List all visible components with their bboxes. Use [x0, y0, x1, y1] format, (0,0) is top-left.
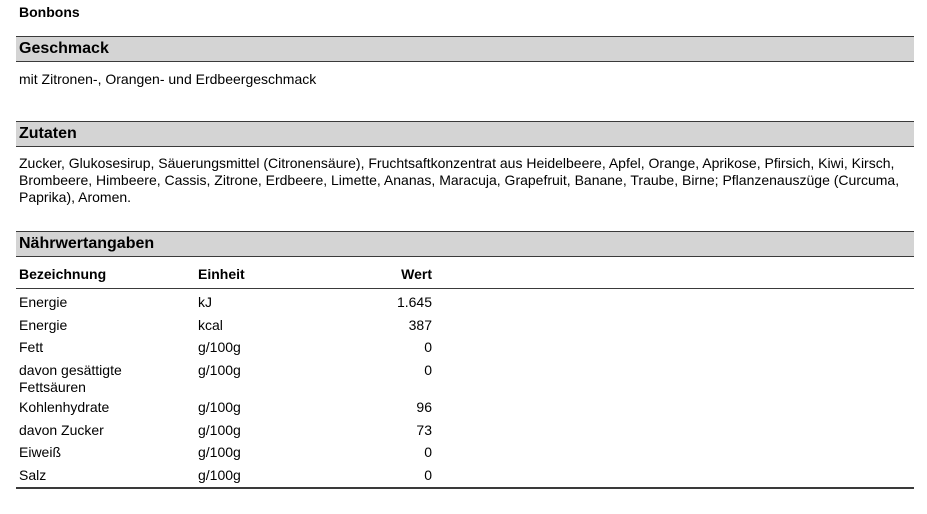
row-value: 96	[416, 399, 432, 415]
table-row	[16, 417, 914, 439]
table-row	[16, 357, 914, 394]
column-header-unit: Einheit	[198, 266, 245, 282]
row-name: Kohlenhydrate	[19, 399, 110, 415]
row-value: 73	[416, 422, 432, 438]
row-unit: g/100g	[198, 362, 241, 378]
section-heading-nutrition: Nährwertangaben	[19, 235, 155, 252]
table-row	[16, 394, 914, 417]
section-heading-taste: Geschmack	[19, 40, 109, 57]
row-unit: g/100g	[198, 399, 241, 415]
nutrition-table-header	[16, 262, 914, 289]
table-row	[16, 312, 914, 334]
table-row	[16, 439, 914, 462]
section-heading-ingredients: Zutaten	[19, 125, 77, 142]
row-value: 0	[424, 339, 432, 355]
column-header-name: Bezeichnung	[19, 266, 107, 282]
table-row	[16, 289, 914, 312]
table-row	[16, 334, 914, 357]
row-value: 1.645	[396, 294, 432, 310]
row-unit: g/100g	[198, 444, 241, 460]
taste-text: mit Zitronen-, Orangen- und Erdbeergeschmack	[19, 71, 317, 87]
section-header-taste	[16, 36, 914, 62]
row-unit: g/100g	[198, 422, 241, 438]
row-name: davon gesättigte Fettsäuren	[19, 362, 122, 395]
column-header-value: Wert	[401, 266, 432, 282]
row-value: 0	[424, 444, 432, 460]
section-header-nutrition	[16, 231, 914, 257]
row-value: 387	[408, 317, 432, 333]
row-name: Eiweiß	[19, 444, 62, 460]
row-value: 0	[424, 467, 432, 483]
nutrition-table	[16, 262, 914, 485]
row-name: Energie	[19, 294, 68, 310]
row-name: Energie	[19, 317, 68, 333]
product-title: Bonbons	[19, 4, 80, 20]
row-unit: g/100g	[198, 339, 241, 355]
ingredients-text: Zucker, Glukosesirup, Säuerungsmittel (Citronensäure), Fruchtsaftkonzentrat aus Heidelbeere, Apfel, Orange, Aprikose, Pfirsich, Kiwi, Kirsch, Brombeere, Himbeere, Cassis, Zitrone, Erdbeere, Limette, Ananas, Maracuja, Grapefruit, Banane, Traube, Birne; Pflanzenauszüge (Curcuma, Paprika), Aromen.	[19, 155, 900, 205]
row-name: Salz	[19, 467, 47, 483]
row-name: Fett	[19, 339, 44, 355]
section-header-ingredients	[16, 121, 914, 147]
table-row	[16, 462, 914, 485]
row-unit: kcal	[198, 317, 223, 333]
row-unit: g/100g	[198, 467, 241, 483]
row-value: 0	[424, 362, 432, 378]
table-bottom-rule	[16, 487, 914, 489]
row-name: davon Zucker	[19, 422, 104, 438]
row-unit: kJ	[198, 294, 212, 310]
